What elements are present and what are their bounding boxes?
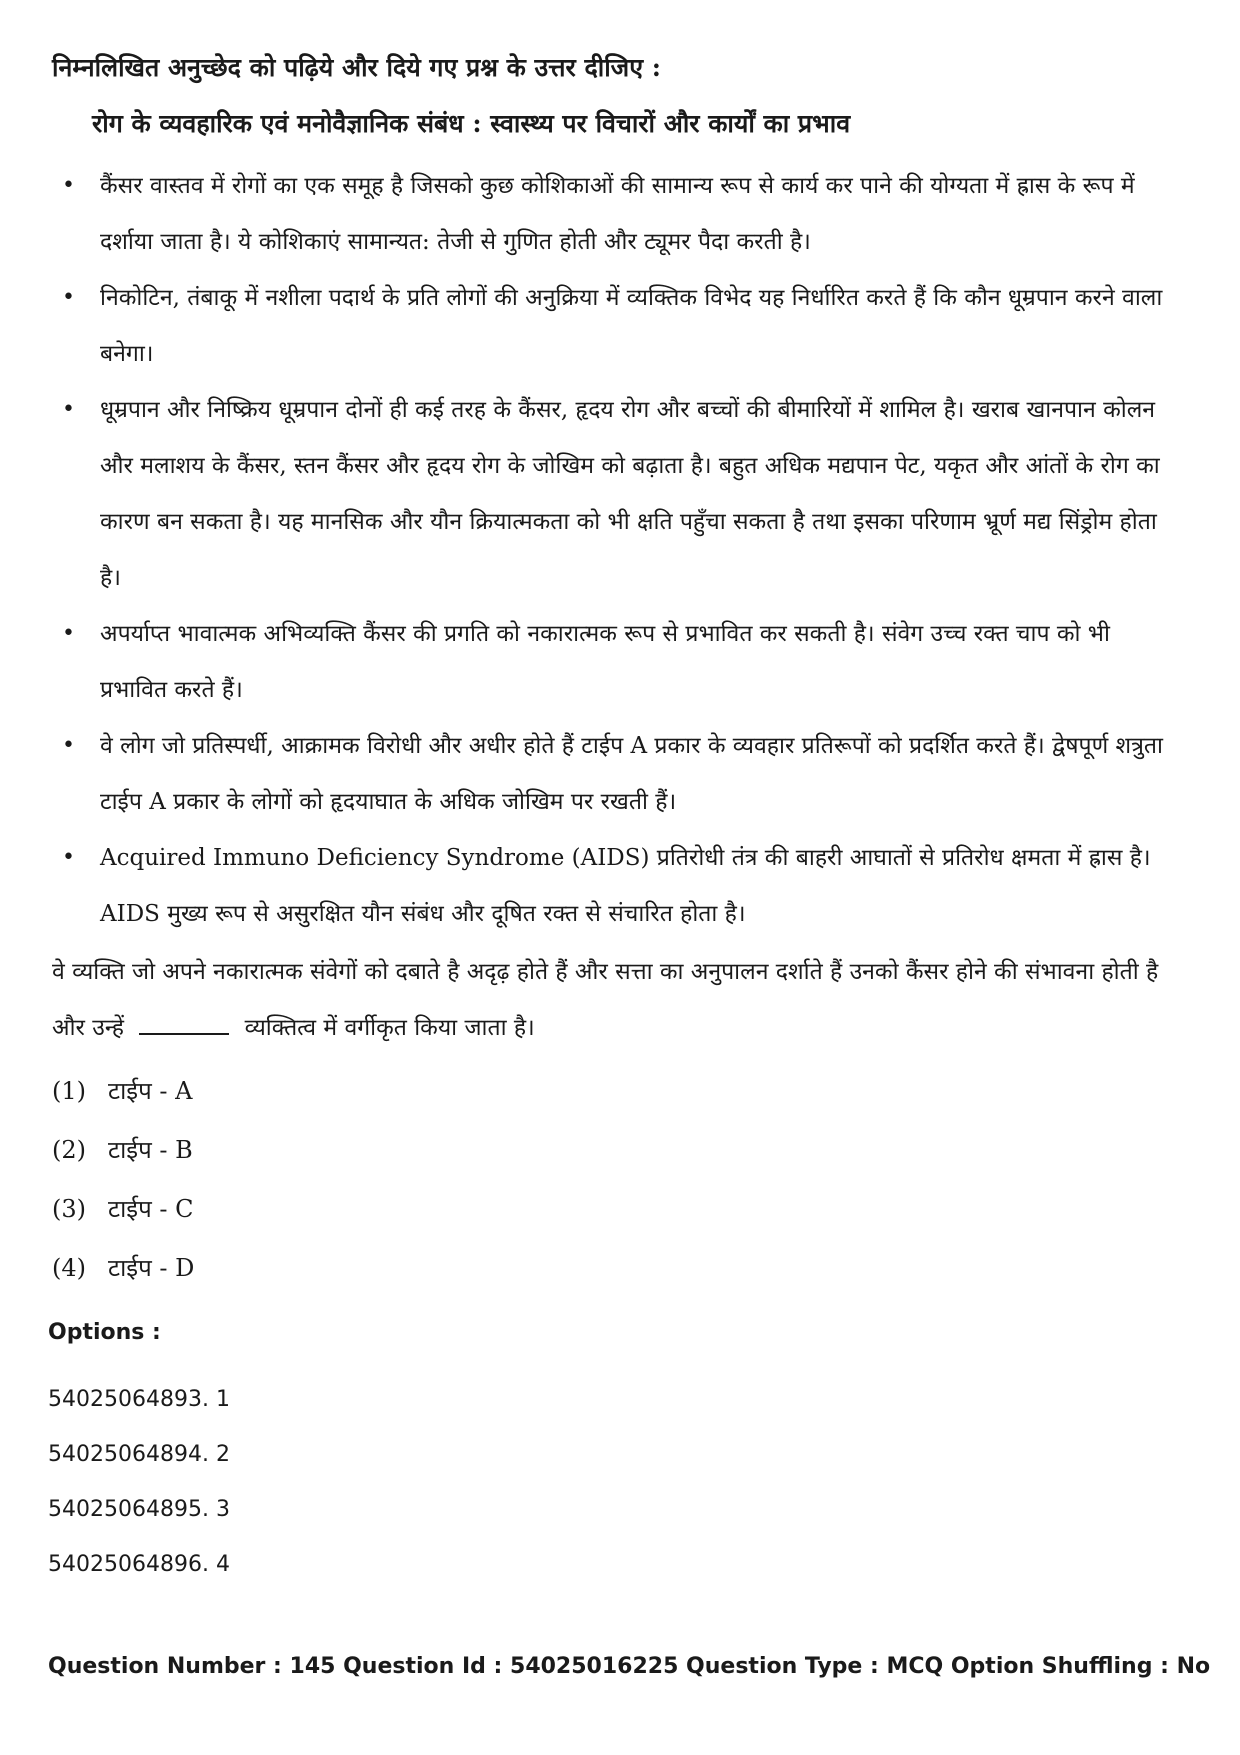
bullet-dot-icon: • bbox=[62, 621, 75, 646]
passage-title: रोग के व्यवहारिक एवं मनोवैज्ञानिक संबंध : स्वास्थ्य पर विचारों और कार्यों का प्रभाव bbox=[92, 109, 851, 138]
answer-choice: (1) टाईप - A bbox=[52, 1077, 193, 1105]
options-heading: Options : bbox=[48, 1320, 161, 1345]
answer-choice: (4) टाईप - D bbox=[52, 1254, 195, 1282]
option-id-item: 54025064894. 2 bbox=[48, 1442, 230, 1467]
option-id-item: 54025064893. 1 bbox=[48, 1387, 230, 1412]
answer-choice-list bbox=[52, 1062, 194, 1298]
passage-bullet: • धूम्रपान और निष्क्रिय धूम्रपान दोनों ही कई तरह के कैंसर, हृदय रोग और बच्चों की बीमारियों में शामिल है। खराब खानपान कोलन और मलाशय के कैंसर, स्तन कैंसर और हृदय रोग के जोखिम को बढ़ाता है। बहुत अधिक मद्यपान पेट, यकृत और आंतों के रोग का कारण बन सकता है। यह मानसिक और यौन क्रियात्मकता को भी क्षति पहुँचा सकता है तथा इसका परिणाम भ्रूर्ण मद्य सिंड्रोम होता है। bbox=[52, 382, 1182, 606]
passage-bullet: • कैंसर वास्तव में रोगों का एक समूह है जिसको कुछ कोशिकाओं की सामान्य रूप से कार्य कर पाने की योग्यता में ह्रास के रूप में दर्शाया जाता है। ये कोशिकाएं सामान्यत: तेजी से गुणित होती और ट्यूमर पैदा करती है। bbox=[52, 158, 1182, 270]
answer-choice: (3) टाईप - C bbox=[52, 1195, 194, 1223]
option-id-list bbox=[48, 1372, 230, 1592]
bullet-dot-icon: • bbox=[62, 733, 75, 758]
question-text bbox=[52, 944, 1182, 1056]
bullet-dot-icon: • bbox=[62, 173, 75, 198]
passage-bullet: • अपर्याप्त भावात्मक अभिव्यक्ति कैंसर की प्रगति को नकारात्मक रूप से प्रभावित कर सकती है। संवेग उच्च रक्त चाप को भी प्रभावित करते हैं। bbox=[52, 606, 1182, 718]
passage-bullet-list bbox=[52, 158, 1182, 942]
question-text-part1: वे व्यक्ति जो अपने नकारात्मक संवेगों को दबाते है अदृढ़ होते हैं और सत्ता का अनुपालन दर्शाते हैं उनको कैंसर होने की संभावना होती है और उन्हें bbox=[52, 959, 1159, 1041]
bullet-dot-icon: • bbox=[62, 285, 75, 310]
passage-bullet: • वे लोग जो प्रतिस्पर्धी, आक्रामक विरोधी और अधीर होते हैं टाईप A प्रकार के व्यवहार प्रतिरूपों को प्रदर्शित करते हैं। द्वेषपूर्ण शत्रुता टाईप A प्रकार के लोगों को हृदयाघात के अधिक जोखिम पर रखती हैं। bbox=[52, 718, 1182, 830]
option-id-item: 54025064896. 4 bbox=[48, 1552, 230, 1577]
answer-choice: (2) टाईप - B bbox=[52, 1136, 193, 1164]
option-id-item: 54025064895. 3 bbox=[48, 1497, 230, 1522]
question-text-part2: व्यक्तित्व में वर्गीकृत किया जाता है। bbox=[244, 1015, 535, 1041]
question-meta: Question Number : 145 Question Id : 54025016225 Question Type : MCQ Option Shuffling : No bbox=[48, 1654, 1211, 1679]
fill-in-blank bbox=[139, 1011, 229, 1035]
passage-instruction: निम्नलिखित अनुच्छेद को पढ़िये और दिये गए प्रश्न के उत्तर दीजिए : bbox=[52, 53, 661, 82]
passage-bullet: • निकोटिन, तंबाकू में नशीला पदार्थ के प्रति लोगों की अनुक्रिया में व्यक्तिक विभेद यह निर्धारित करते हैं कि कौन धूम्रपान करने वाला बनेगा। bbox=[52, 270, 1182, 382]
passage-bullet: • Acquired Immuno Deficiency Syndrome (AIDS) प्रतिरोधी तंत्र की बाहरी आघातों से प्रतिरोध क्षमता में ह्रास है। AIDS मुख्य रूप से असुरक्षित यौन संबंध और दूषित रक्त से संचारित होता है। bbox=[52, 830, 1182, 942]
bullet-dot-icon: • bbox=[62, 397, 75, 422]
bullet-dot-icon: • bbox=[62, 845, 75, 870]
